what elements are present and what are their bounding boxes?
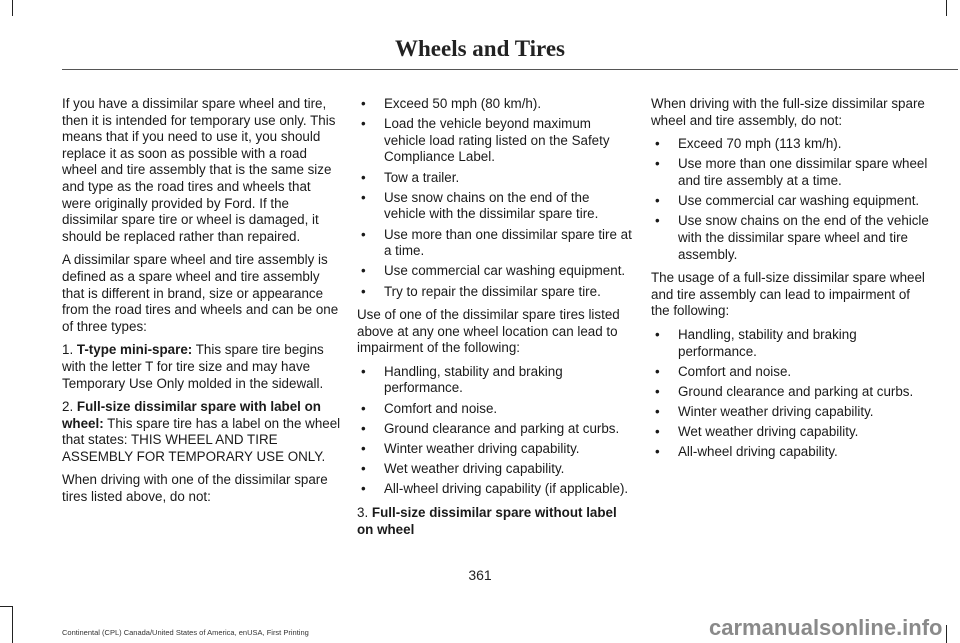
list-item: • All-wheel driving capability. [651, 444, 929, 461]
list-item: • Handling, stability and braking performance. [357, 364, 634, 397]
type-1-number: 1. [62, 342, 74, 358]
do-not-list [357, 96, 634, 300]
list-item: • Use more than one dissimilar spare wheel and tire assembly at a time. [651, 156, 929, 189]
type-2-paragraph [62, 399, 342, 465]
list-item: • Handling, stability and braking performance. [651, 327, 929, 360]
type-1-text: This spare tire begins with the letter T for tire size and may have Temporary Use Only molded in the sidewall. [62, 342, 324, 391]
list-item: • Exceed 50 mph (80 km/h). [357, 96, 634, 113]
column-2 [357, 96, 634, 545]
list-item: • Comfort and noise. [357, 401, 634, 418]
impairment-paragraph: Use of one of the dissimilar spare tires listed above at any one wheel location can lead to impairment of the following: [357, 307, 620, 356]
full-size-impairment-paragraph: The usage of a full-size dissimilar spare wheel and tire assembly can lead to impairment of the following: [651, 270, 925, 319]
list-item: • Winter weather driving capability. [357, 441, 634, 458]
list-item: • Use more than one dissimilar spare tire at a time. [357, 227, 634, 260]
header-divider [62, 69, 958, 70]
crop-mark-bottom-left [12, 606, 13, 643]
list-item: • Ground clearance and parking at curbs. [651, 384, 929, 401]
crop-mark-top-left [12, 0, 13, 16]
column-3 [651, 96, 929, 468]
type-2-number: 2. [62, 399, 74, 415]
page-number: 361 [468, 567, 492, 583]
list-item: • Tow a trailer. [357, 170, 634, 187]
watermark-logo: carmanualsonline.info [709, 615, 943, 640]
list-item: • Use commercial car washing equipment. [357, 263, 634, 280]
type-3-label: Full-size dissimilar spare without label on wheel [357, 505, 617, 537]
intro-paragraph: If you have a dissimilar spare wheel and tire, then it is intended for temporary use only. This means that if you need to use it, you should replace it as soon as possible with a road wheel and tire assembly that is the same size and type as the road tires and wheels that were originally provided by Ford. If the dissimilar spare tire or wheel is damaged, it should be replaced rather than repaired. [62, 96, 336, 244]
type-3-paragraph [357, 505, 634, 538]
crop-mark-bottom-left-h [0, 606, 12, 607]
type-2-label: Full-size dissimilar spare with label on wheel: [62, 399, 321, 431]
list-item: • Ground clearance and parking at curbs. [357, 421, 634, 438]
list-item: • Wet weather driving capability. [357, 461, 634, 478]
list-item: • Load the vehicle beyond maximum vehicle load rating listed on the Safety Compliance Label. [357, 116, 634, 166]
do-not-intro: When driving with one of the dissimilar spare tires listed above, do not: [62, 472, 328, 505]
column-1 [62, 96, 342, 513]
list-item: • Wet weather driving capability. [651, 424, 929, 441]
list-item: • Try to repair the dissimilar spare tire. [357, 284, 634, 301]
full-size-impairment-list [651, 327, 929, 461]
definition-paragraph: A dissimilar spare wheel and tire assembly is defined as a spare wheel and tire assembly that is different in brand, size or appearance from the road tires and wheels and can be one of three types: [62, 252, 339, 334]
list-item: • Winter weather driving capability. [651, 404, 929, 421]
list-item: • Use commercial car washing equipment. [651, 193, 929, 210]
type-2-text: This spare tire has a label on the wheel that states: THIS WHEEL AND TIRE ASSEMBLY FOR TEMPORARY USE ONLY. [62, 415, 341, 464]
full-size-do-not-list [651, 136, 929, 263]
impairment-list [357, 364, 634, 498]
page-title: Wheels and Tires [395, 36, 565, 61]
type-3-number: 3. [357, 505, 369, 520]
list-item: • Use snow chains on the end of the vehicle with the dissimilar spare wheel and tire assembly. [651, 213, 929, 263]
list-item: • Use snow chains on the end of the vehicle with the dissimilar spare tire. [357, 190, 634, 223]
full-size-do-not-intro: When driving with the full-size dissimilar spare wheel and tire assembly, do not: [651, 96, 925, 128]
edition-footer: Continental (CPL) Canada/United States of America, enUSA, First Printing [62, 628, 309, 637]
crop-mark-top-right [946, 0, 947, 16]
type-1-label: T-type mini-spare: [76, 342, 193, 358]
list-item: • Comfort and noise. [651, 364, 929, 381]
list-item: • Exceed 70 mph (113 km/h). [651, 136, 929, 153]
list-item: • All-wheel driving capability (if applicable). [357, 481, 634, 498]
type-1-paragraph [62, 342, 342, 392]
